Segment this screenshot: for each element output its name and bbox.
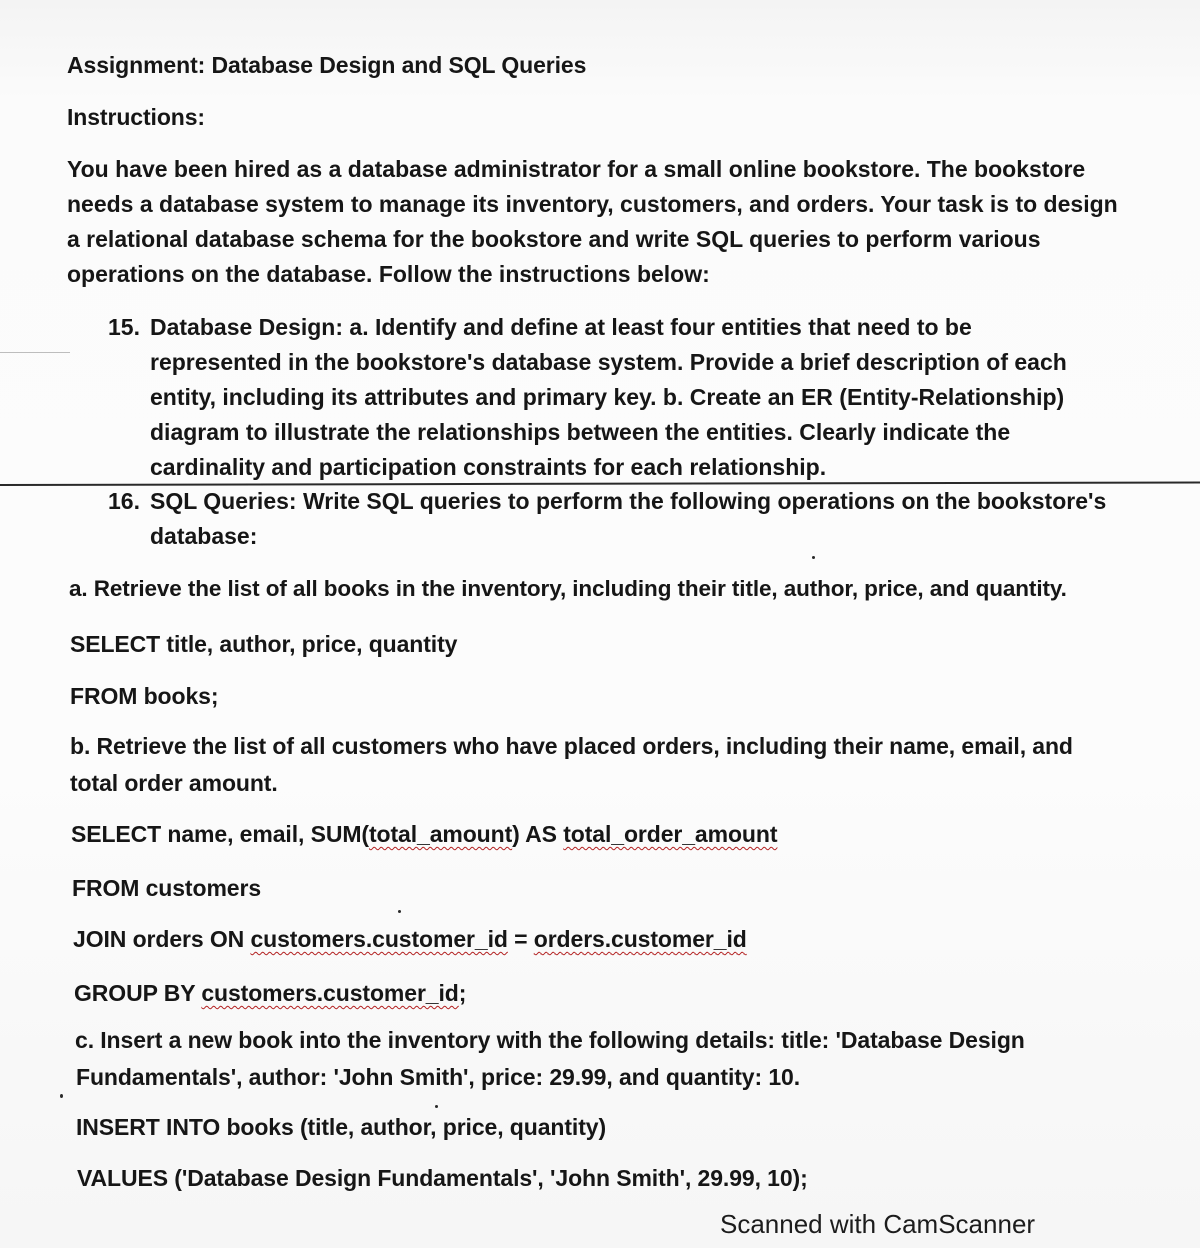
sql-c-line-2: VALUES ('Database Design Fundamentals', 'John Smith', 29.99, 10); bbox=[77, 1165, 808, 1191]
intro-line: operations on the database. Follow the instructions below: bbox=[67, 261, 710, 287]
assignment-title: Assignment: Database Design and SQL Queries bbox=[67, 52, 587, 78]
scan-speck bbox=[60, 1094, 63, 1098]
sql-a-line-1: SELECT title, author, price, quantity bbox=[70, 631, 458, 657]
item-line: cardinality and participation constraints for each relationship. bbox=[150, 454, 827, 480]
flagged-identifier: customers.customer_id bbox=[201, 980, 459, 1006]
intro-line: a relational database schema for the bookstore and write SQL queries to perform various bbox=[67, 226, 1041, 252]
question-a: a. Retrieve the list of all books in the inventory, including their title, author, price, and quantity. bbox=[69, 576, 1067, 601]
scan-speck bbox=[398, 910, 401, 913]
sql-b-group bbox=[74, 978, 466, 1008]
margin-mark bbox=[0, 352, 70, 353]
sql-text: = bbox=[507, 926, 534, 952]
intro-line: You have been hired as a database administrator for a small online bookstore. The bookstore bbox=[67, 156, 1086, 182]
item-line: represented in the bookstore's database system. Provide a brief description of each bbox=[150, 349, 1067, 375]
flagged-identifier: customers.customer_id bbox=[250, 926, 508, 952]
flagged-identifier: total_amount bbox=[368, 821, 513, 847]
instructions-label: Instructions: bbox=[67, 104, 205, 130]
item-line: database: bbox=[150, 523, 258, 549]
scan-speck bbox=[435, 1105, 438, 1108]
sql-text: ; bbox=[458, 980, 467, 1006]
item-line: entity, including its attributes and primary key. b. Create an ER (Entity-Relationship) bbox=[150, 384, 1065, 410]
flagged-identifier: total_order_amount bbox=[563, 821, 778, 847]
sql-text: ) AS bbox=[512, 821, 564, 847]
item-number: 15. bbox=[108, 314, 140, 340]
item-number: 16. bbox=[108, 488, 140, 514]
sql-text: GROUP BY bbox=[74, 980, 202, 1006]
sql-b-join bbox=[73, 924, 747, 954]
item-line: Database Design: a. Identify and define at least four entities that need to be bbox=[150, 314, 972, 340]
sql-c-line-1: INSERT INTO books (title, author, price, quantity) bbox=[76, 1114, 607, 1140]
question-c-line-2: Fundamentals', author: 'John Smith', price: 29.99, and quantity: 10. bbox=[76, 1064, 801, 1090]
scan-speck bbox=[812, 556, 815, 559]
intro-line: needs a database system to manage its inventory, customers, and orders. Your task is to design bbox=[67, 191, 1118, 217]
question-c-line-1: c. Insert a new book into the inventory with the following details: title: 'Database Design bbox=[75, 1027, 1025, 1053]
question-b-line-1: b. Retrieve the list of all customers who have placed orders, including their name, email, and bbox=[70, 733, 1073, 759]
flagged-identifier: orders.customer_id bbox=[533, 926, 747, 952]
sql-b-from: FROM customers bbox=[72, 875, 262, 901]
sql-b-select bbox=[71, 819, 777, 849]
question-b-line-2: total order amount. bbox=[70, 770, 278, 796]
scanner-watermark: Scanned with CamScanner bbox=[720, 1209, 1036, 1239]
item-line: SQL Queries: Write SQL queries to perform the following operations on the bookstore's bbox=[150, 488, 1107, 514]
intro-paragraph bbox=[67, 152, 1147, 292]
item-line: diagram to illustrate the relationships between the entities. Clearly indicate the bbox=[150, 419, 1011, 445]
sql-a-line-2: FROM books; bbox=[70, 683, 219, 709]
sql-text: SELECT name, email, SUM( bbox=[71, 821, 369, 847]
sql-text: JOIN orders ON bbox=[73, 926, 251, 952]
